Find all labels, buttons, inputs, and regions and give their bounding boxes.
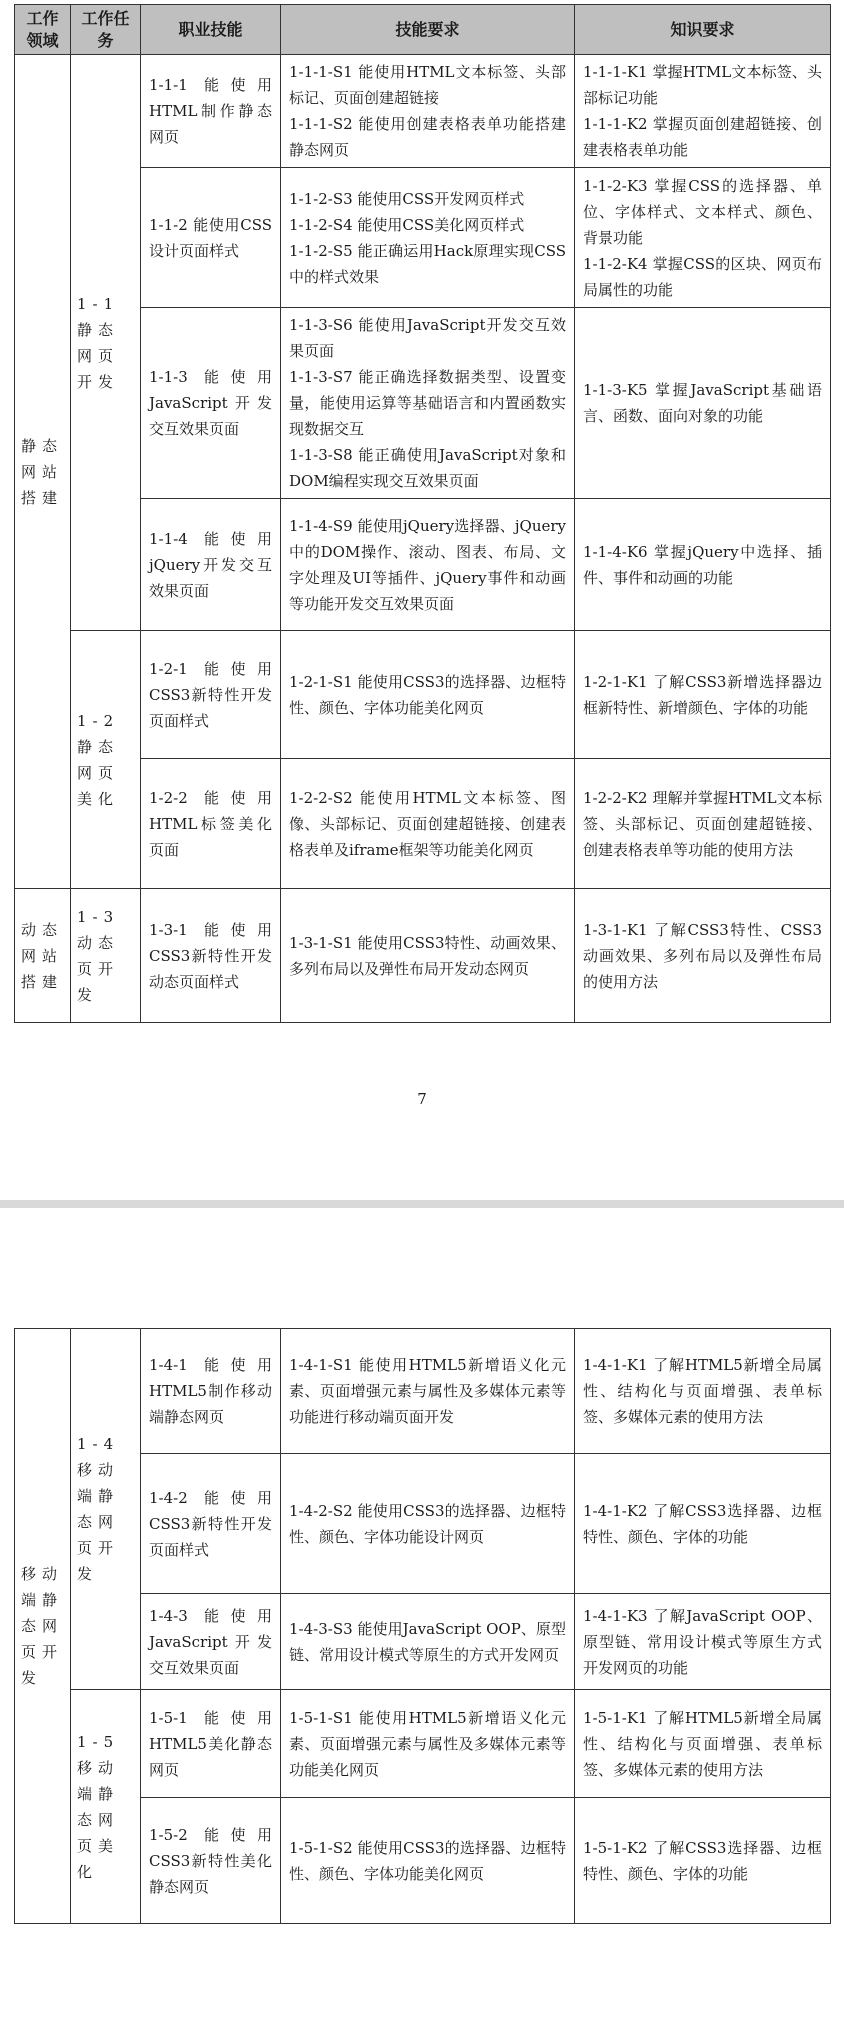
skill-cell: 1-1-2 能使用CSS设计页面样式 [141, 168, 281, 308]
requirement-item: 1-3-1-S1 能使用CSS3特性、动画效果、多列布局以及弹性布局开发动态网页 [289, 933, 566, 978]
header-skill-requirement: 技能要求 [281, 5, 575, 55]
requirement-item: 1-1-1-S2 能使用创建表格表单功能搭建静态网页 [289, 115, 566, 159]
knowledge-cell [575, 1329, 831, 1454]
knowledge-item: 1-5-1-K2 了解CSS3选择器、边框特性、颜色、字体的功能 [583, 1838, 822, 1883]
knowledge-cell [575, 499, 831, 631]
knowledge-cell [575, 1594, 831, 1690]
skill-cell: 1-2-1 能使用CSS3新特性开发页面样式 [141, 631, 281, 759]
requirement-cell [281, 308, 575, 499]
table-row [15, 1329, 831, 1454]
knowledge-cell [575, 1690, 831, 1798]
requirement-cell [281, 1690, 575, 1798]
requirement-cell [281, 1329, 575, 1454]
requirement-item: 1-1-2-S5 能正确运用Hack原理实现CSS中的样式效果 [289, 241, 566, 286]
knowledge-item: 1-1-2-K3 掌握CSS的选择器、单位、字体样式、文本样式、颜色、背景功能 [583, 176, 822, 247]
skill-cell: 1-1-3 能使用JavaScript开发交互效果页面 [141, 308, 281, 499]
requirement-cell [281, 55, 575, 168]
requirement-item: 1-1-4-S9 能使用jQuery选择器、jQuery中的DOM操作、滚动、图表、布局、文字处理及UI等插件、jQuery事件和动画等功能开发交互效果页面 [289, 516, 566, 613]
requirement-cell [281, 499, 575, 631]
knowledge-item: 1-1-1-K1 掌握HTML文本标签、头部标记功能 [583, 63, 822, 107]
knowledge-cell [575, 889, 831, 1023]
work-area-cell: 移动端静态网页开发 [15, 1329, 71, 1924]
knowledge-cell [575, 631, 831, 759]
header-work-task: 工作任务 [71, 5, 141, 55]
skill-cell: 1-4-3 能使用JavaScript开发交互效果页面 [141, 1594, 281, 1690]
requirement-item: 1-1-1-S1 能使用HTML文本标签、头部标记、页面创建超链接 [289, 63, 566, 107]
work-task-cell: 1-5 移动端静态网页美化 [71, 1690, 141, 1924]
page-8 [0, 1208, 844, 2043]
table-row [15, 889, 831, 1023]
knowledge-item: 1-4-1-K2 了解CSS3选择器、边框特性、颜色、字体的功能 [583, 1501, 822, 1546]
requirement-cell [281, 631, 575, 759]
table-row [15, 631, 831, 759]
requirement-item: 1-5-1-S2 能使用CSS3的选择器、边框特性、颜色、字体功能美化网页 [289, 1838, 566, 1883]
knowledge-item: 1-3-1-K1 了解CSS3特性、CSS3动画效果、多列布局以及弹性布局的使用方法 [583, 920, 822, 991]
requirement-item: 1-2-2-S2 能使用HTML文本标签、图像、头部标记、页面创建超链接、创建表格表单及iframe框架等功能美化网页 [289, 788, 566, 859]
skill-cell: 1-2-2 能使用HTML标签美化页面 [141, 759, 281, 889]
skill-cell: 1-3-1 能使用CSS3新特性开发动态页面样式 [141, 889, 281, 1023]
skill-cell: 1-4-2 能使用CSS3新特性开发页面样式 [141, 1454, 281, 1594]
knowledge-cell [575, 1454, 831, 1594]
requirement-item: 1-4-3-S3 能使用JavaScript OOP、原型链、常用设计模式等原生的方式开发网页 [289, 1619, 566, 1664]
work-area-cell: 静态网站搭建 [15, 55, 71, 889]
work-area-cell: 动态网站搭建 [15, 889, 71, 1023]
requirement-item: 1-1-3-S8 能正确使用JavaScript对象和DOM编程实现交互效果页面 [289, 446, 566, 490]
requirement-item: 1-1-2-S3 能使用CSS开发网页样式 [289, 189, 525, 208]
knowledge-item: 1-1-1-K2 掌握页面创建超链接、创建表格表单功能 [583, 115, 822, 159]
work-task-cell: 1-1 静态网页开发 [71, 55, 141, 631]
header-work-area: 工作领域 [15, 5, 71, 55]
knowledge-cell [575, 759, 831, 889]
requirement-cell [281, 1594, 575, 1690]
requirement-cell [281, 1798, 575, 1924]
requirement-item: 1-1-3-S7 能正确选择数据类型、设置变量，能使用运算等基础语言和内置函数实现数据交互 [289, 368, 566, 438]
work-task-cell: 1-2 静态网页美化 [71, 631, 141, 889]
knowledge-item: 1-1-4-K6 掌握jQuery中选择、插件、事件和动画的功能 [583, 542, 822, 587]
knowledge-item: 1-4-1-K3 了解JavaScript OOP、原型链、常用设计模式等原生方式开发网页的功能 [583, 1606, 822, 1677]
table-header-row [15, 5, 831, 55]
skill-cell: 1-4-1 能使用HTML5制作移动端静态网页 [141, 1329, 281, 1454]
skills-table-page1 [14, 4, 831, 1023]
header-knowledge-requirement: 知识要求 [575, 5, 831, 55]
requirement-item: 1-1-2-S4 能使用CSS美化网页样式 [289, 215, 525, 234]
skill-cell: 1-5-2 能使用CSS3新特性美化静态网页 [141, 1798, 281, 1924]
page-divider [0, 1200, 844, 1208]
header-skill: 职业技能 [141, 5, 281, 55]
table-row [15, 55, 831, 168]
knowledge-item: 1-2-2-K2 理解并掌握HTML文本标签、头部标记、页面创建超链接、创建表格表单等功能的使用方法 [583, 788, 822, 859]
knowledge-item: 1-1-2-K4 掌握CSS的区块、网页布局属性的功能 [583, 254, 822, 299]
knowledge-cell [575, 168, 831, 308]
requirement-item: 1-5-1-S1 能使用HTML5新增语义化元素、页面增强元素与属性及多媒体元素等功能美化网页 [289, 1708, 566, 1779]
requirement-cell [281, 759, 575, 889]
knowledge-cell [575, 55, 831, 168]
skill-cell: 1-5-1 能使用HTML5美化静态网页 [141, 1690, 281, 1798]
requirement-item: 1-1-3-S6 能使用JavaScript开发交互效果页面 [289, 316, 566, 360]
knowledge-cell [575, 1798, 831, 1924]
knowledge-item: 1-2-1-K1 了解CSS3新增选择器边框新特性、新增颜色、字体的功能 [583, 672, 822, 717]
requirement-cell [281, 168, 575, 308]
requirement-cell [281, 1454, 575, 1594]
knowledge-cell [575, 308, 831, 499]
requirement-item: 1-4-2-S2 能使用CSS3的选择器、边框特性、颜色、字体功能设计网页 [289, 1501, 566, 1546]
requirement-item: 1-4-1-S1 能使用HTML5新增语义化元素、页面增强元素与属性及多媒体元素等功能进行移动端页面开发 [289, 1356, 566, 1426]
work-task-cell: 1-3 动态页开发 [71, 889, 141, 1023]
skill-cell: 1-1-1 能使用HTML制作静态网页 [141, 55, 281, 168]
requirement-item: 1-2-1-S1 能使用CSS3的选择器、边框特性、颜色、字体功能美化网页 [289, 672, 566, 717]
work-task-cell: 1-4 移动端静态网页开发 [71, 1329, 141, 1690]
knowledge-item: 1-1-3-K5 掌握JavaScript基础语言、函数、面向对象的功能 [583, 381, 822, 425]
knowledge-item: 1-4-1-K1 了解HTML5新增全局属性、结构化与页面增强、表单标签、多媒体元素的使用方法 [583, 1356, 822, 1426]
page-number: 7 [417, 1090, 427, 1108]
table-row [15, 1690, 831, 1798]
skills-table-page2 [14, 1328, 831, 1924]
knowledge-item: 1-5-1-K1 了解HTML5新增全局属性、结构化与页面增强、表单标签、多媒体元素的使用方法 [583, 1708, 822, 1779]
requirement-cell [281, 889, 575, 1023]
skill-cell: 1-1-4 能使用jQuery开发交互效果页面 [141, 499, 281, 631]
